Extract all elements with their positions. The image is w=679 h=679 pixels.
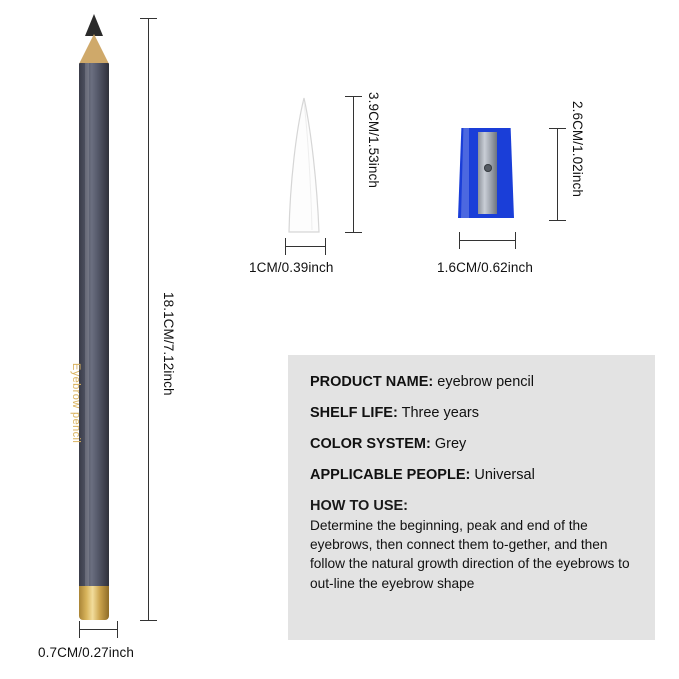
pencil-sharpener-illustration [458,128,514,218]
pencil-lead-tip-icon [85,14,103,36]
info-value-shelf-life: Three years [401,405,479,422]
sharpener-height-cap-bottom [549,220,566,221]
product-info-panel [288,355,655,640]
info-key-shelf-life: SHELF LIFE: [310,405,398,422]
info-key-how-to-use: HOW TO USE: [310,497,409,514]
info-row-color-system [310,435,641,453]
sharpener-height-label: 2.6CM/1.02inch [570,101,585,197]
pencil-barrel [70,63,109,588]
tip-height-dimension-line [353,96,354,232]
eyebrow-pencil-illustration [72,14,118,624]
sharpener-width-cap-right [515,232,516,249]
sharpener-height-cap-top [549,128,566,129]
sharpener-height-dimension-line [557,128,558,220]
info-key-product-name: PRODUCT NAME: [310,374,434,390]
info-row-product-name [310,373,641,391]
tip-height-label: 3.9CM/1.53inch [366,92,381,188]
sharpener-screw-icon [484,164,492,172]
pencil-width-dimension-line [79,629,117,630]
sharpener-blade [478,132,497,214]
info-value-color-system: Grey [434,436,467,453]
pencil-length-label: 18.1CM/7.12inch [161,292,176,396]
pencil-length-dimension-line [148,18,149,620]
pencil-width-cap-right [117,621,118,638]
info-key-applicable-people: APPLICABLE PEOPLE: [310,467,471,484]
pencil-width-cap-left [79,621,80,638]
pencil-brand-label: Eyebrow pencil [70,363,82,444]
pencil-length-cap-bottom [140,620,157,621]
tip-width-label: 1CM/0.39inch [249,260,334,275]
pencil-tip-shape-illustration [283,96,325,236]
tip-height-cap-top [345,96,362,97]
tip-width-cap-right [325,238,326,255]
tip-width-cap-left [285,238,286,255]
info-value-applicable-people: Universal [474,467,535,484]
sharpener-width-dimension-line [459,240,515,241]
pencil-gold-end-cap [79,586,109,620]
tip-width-dimension-line [285,246,325,247]
tip-height-cap-bottom [345,232,362,233]
pencil-wood-cone-icon [79,34,109,64]
sharpener-width-label: 1.6CM/0.62inch [437,260,533,275]
info-row-shelf-life [310,404,641,422]
pencil-width-label: 0.7CM/0.27inch [38,645,134,660]
info-row-applicable-people [310,466,641,484]
pencil-length-cap-top [140,18,157,19]
sharpener-width-cap-left [459,232,460,249]
info-row-how-to-use [310,498,641,594]
info-value-how-to-use: Determine the beginning, peak and end of the eyebrows, then connect them to-gether, and then follow the natural growth direction of the eyebrows to out-line the eyebrow shape [310,517,630,591]
info-key-color-system: COLOR SYSTEM: [310,436,431,453]
info-value-product-name: eyebrow pencil [437,374,535,390]
